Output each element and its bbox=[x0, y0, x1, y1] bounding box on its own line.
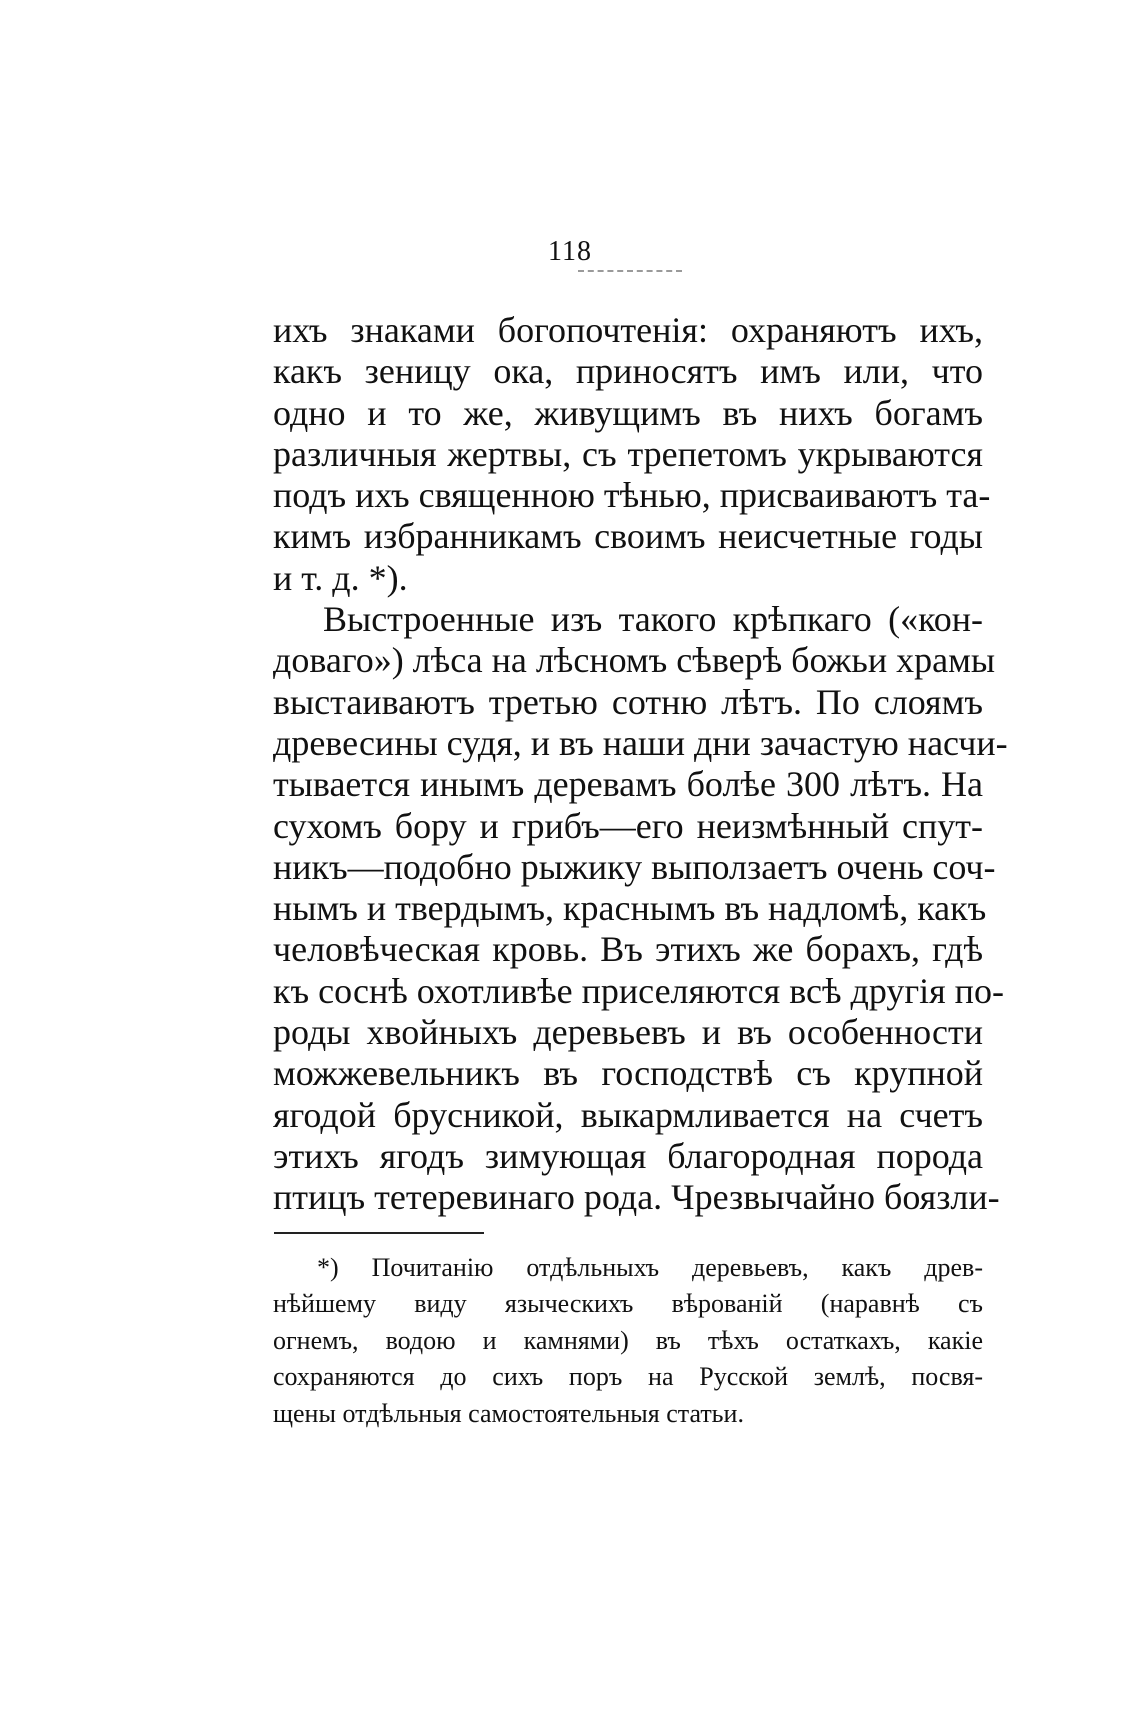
body-line: различныя жертвы, съ трепетомъ укрываются bbox=[273, 433, 983, 474]
body-line: сухомъ бору и грибъ—его неизмѣнный спут- bbox=[273, 805, 983, 846]
header-rule bbox=[578, 270, 682, 272]
body-line: древесины судя, и въ наши дни зачастую насчи- bbox=[273, 722, 1008, 763]
body-line: нымъ и твердымъ, краснымъ въ надломѣ, какъ bbox=[273, 888, 987, 929]
body-line: какъ зеницу ока, приносятъ имъ или, что bbox=[273, 351, 983, 392]
body-line: Выстроенные изъ такого крѣпкаго («кон- bbox=[323, 599, 983, 640]
footnote bbox=[273, 1250, 983, 1432]
body-line: доваго») лѣса на лѣсномъ сѣверѣ божьи храмы bbox=[273, 640, 996, 681]
footnote-line: огнемъ, водою и камнями) въ тѣхъ остаткахъ, какіе bbox=[273, 1325, 983, 1355]
footnote-line: нѣйшему виду языческихъ вѣрованій (наравнѣ съ bbox=[273, 1289, 983, 1319]
body-line: одно и то же, живущимъ въ нихъ богамъ bbox=[273, 392, 983, 433]
body-line: тывается инымъ деревамъ болѣе 300 лѣтъ. На bbox=[273, 764, 983, 805]
page-number: 118 bbox=[548, 236, 592, 267]
body-line: кимъ избранникамъ своимъ неисчетные годы bbox=[273, 516, 983, 557]
footnote-line: сохраняются до сихъ поръ на Русской землѣ, посвя- bbox=[273, 1362, 983, 1392]
body-line: можжевельникъ въ господствѣ съ крупной bbox=[273, 1053, 983, 1094]
footnote-line: щены отдѣльныя самостоятельныя статьи. bbox=[273, 1398, 744, 1428]
body-line: никъ—подобно рыжику выползаетъ очень соч- bbox=[273, 846, 996, 887]
body-line: къ соснѣ охотливѣе приселяются всѣ другія по- bbox=[273, 970, 1004, 1011]
body-line: ягодой брусникой, выкармливается на счетъ bbox=[273, 1094, 983, 1135]
body-line: этихъ ягодъ зимующая благородная порода bbox=[273, 1135, 983, 1176]
body-line: подъ ихъ священною тѣнью, присваиваютъ та- bbox=[273, 475, 991, 516]
body-line: выстаиваютъ третью сотню лѣтъ. По слоямъ bbox=[273, 681, 983, 722]
body-line: птицъ тетеревинаго рода. Чрезвычайно боязли- bbox=[273, 1177, 1000, 1218]
body-line: человѣческая кровь. Въ этихъ же борахъ, гдѣ bbox=[273, 929, 983, 970]
main-text bbox=[273, 310, 1008, 1219]
footnote-line: *) Почитанію отдѣльныхъ деревьевъ, какъ древ- bbox=[317, 1253, 983, 1282]
body-line: роды хвойныхъ деревьевъ и въ особенности bbox=[273, 1012, 983, 1053]
footnote-separator bbox=[274, 1232, 484, 1234]
body-line: ихъ знаками богопочтенія: охраняютъ ихъ, bbox=[273, 310, 983, 350]
body-line: и т. д. *). bbox=[273, 557, 408, 598]
